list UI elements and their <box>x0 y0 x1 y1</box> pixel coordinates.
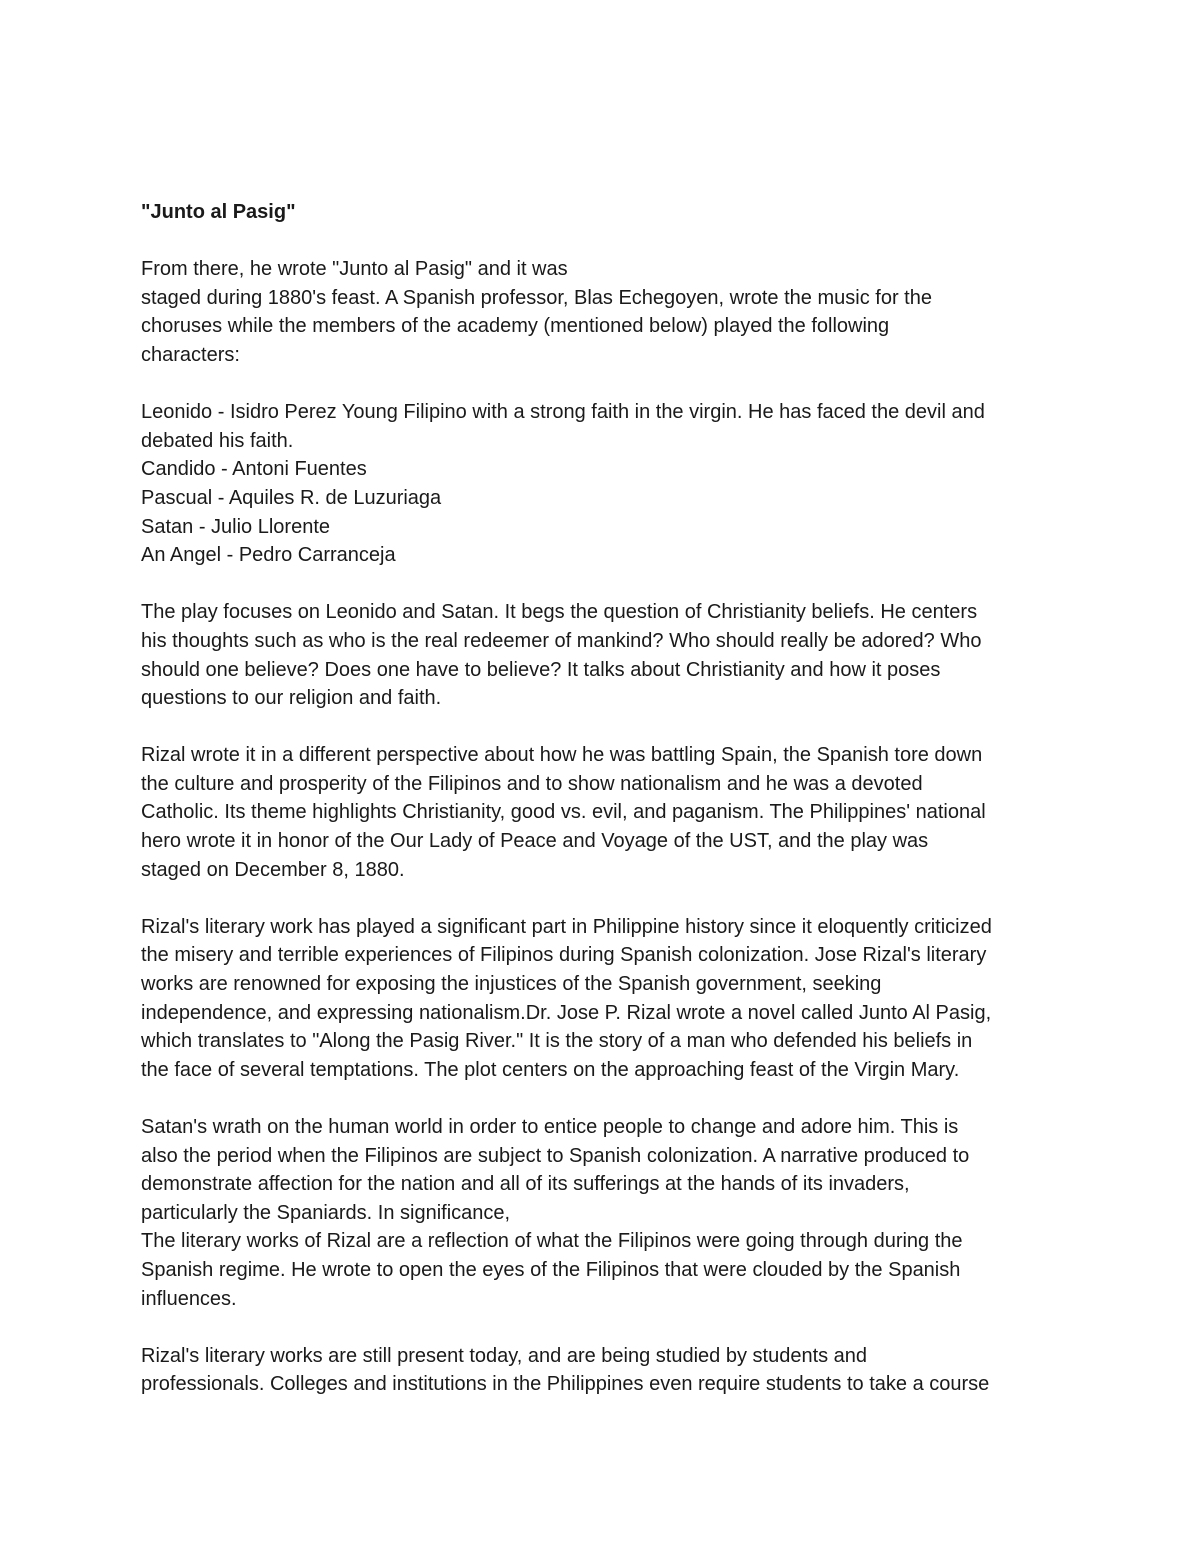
paragraph-line: demonstrate affection for the nation and all of its sufferings at the hands of its invaders, <box>141 1173 910 1196</box>
paragraph-line: which translates to "Along the Pasig River." It is the story of a man who defended his beliefs in <box>141 1030 973 1053</box>
paragraph-line: particularly the Spaniards. In significance, <box>141 1201 511 1224</box>
paragraph-line: Candido - Antoni Fuentes <box>141 458 367 481</box>
paragraph-line: characters: <box>141 343 240 366</box>
paragraph <box>141 913 1071 1085</box>
document-title: "Junto al Pasig" <box>141 201 296 223</box>
paragraph-line: the face of several temptations. The plot centers on the approaching feast of the Virgin Mary. <box>141 1058 960 1081</box>
paragraph-line: Leonido - Isidro Perez Young Filipino with a strong faith in the virgin. He has faced the devil and <box>141 401 985 424</box>
paragraph-line: works are renowned for exposing the injustices of the Spanish government, seeking <box>141 973 882 996</box>
paragraph-line: debated his faith. <box>141 429 294 452</box>
paragraph-line: hero wrote it in honor of the Our Lady of Peace and Voyage of the UST, and the play was <box>141 830 929 853</box>
paragraph-line: independence, and expressing nationalism.Dr. Jose P. Rizal wrote a novel called Junto Al Pasig, <box>141 1001 992 1024</box>
blank-line <box>141 884 1071 913</box>
paragraph-line: choruses while the members of the academy (mentioned below) played the following <box>141 315 890 338</box>
blank-line <box>141 1313 1071 1342</box>
paragraph-line: An Angel - Pedro Carranceja <box>141 544 396 567</box>
document-body <box>141 198 1071 1399</box>
paragraph-line: professionals. Colleges and institutions in the Philippines even require students to take a course <box>141 1373 990 1396</box>
paragraph-line: Pascual - Aquiles R. de Luzuriaga <box>141 486 442 509</box>
paragraph-line: staged on December 8, 1880. <box>141 858 405 881</box>
paragraph-line: questions to our religion and faith. <box>141 687 442 710</box>
paragraph <box>141 741 1071 884</box>
paragraph-line: influences. <box>141 1287 237 1310</box>
paragraph-line: the misery and terrible experiences of Filipinos during Spanish colonization. Jose Rizal's literary <box>141 944 987 967</box>
paragraph-line: Rizal wrote it in a different perspective about how he was battling Spain, the Spanish tore down <box>141 744 983 767</box>
paragraph-line: should one believe? Does one have to believe? It talks about Christianity and how it poses <box>141 658 941 681</box>
paragraph <box>141 1342 1071 1399</box>
paragraph-line: Satan - Julio Llorente <box>141 515 331 538</box>
paragraph <box>141 598 1071 712</box>
paragraph-line: Catholic. Its theme highlights Christianity, good vs. evil, and paganism. The Philippines' national <box>141 801 986 824</box>
paragraph-line: the culture and prosperity of the Filipinos and to show nationalism and he was a devoted <box>141 772 923 795</box>
blank-line <box>141 570 1071 599</box>
paragraph-line: From there, he wrote "Junto al Pasig" and it was <box>141 258 568 281</box>
paragraph-line: The literary works of Rizal are a reflection of what the Filipinos were going through during the <box>141 1230 963 1253</box>
paragraph <box>141 1113 1071 1313</box>
blank-line <box>141 713 1071 742</box>
paragraph-line: Spanish regime. He wrote to open the eyes of the Filipinos that were clouded by the Spanish <box>141 1258 961 1281</box>
paragraph-line: Satan's wrath on the human world in order to entice people to change and adore him. This is <box>141 1116 959 1138</box>
blank-line <box>141 1084 1071 1113</box>
paragraph <box>141 398 1071 570</box>
blank-line <box>141 227 1071 256</box>
paragraph-line: Rizal's literary works are still present today, and are being studied by students and <box>141 1344 868 1367</box>
blank-line <box>141 370 1071 399</box>
paragraph-line: The play focuses on Leonido and Satan. It begs the question of Christianity beliefs. He centers <box>141 601 978 624</box>
paragraph <box>141 255 1071 369</box>
paragraph-line: staged during 1880's feast. A Spanish professor, Blas Echegoyen, wrote the music for the <box>141 286 932 309</box>
paragraph-line: his thoughts such as who is the real redeemer of mankind? Who should really be adored? Who <box>141 629 982 652</box>
paragraph-line: also the period when the Filipinos are subject to Spanish colonization. A narrative produced to <box>141 1144 970 1167</box>
paragraph-line: Rizal's literary work has played a significant part in Philippine history since it eloquently criticized <box>141 915 992 938</box>
